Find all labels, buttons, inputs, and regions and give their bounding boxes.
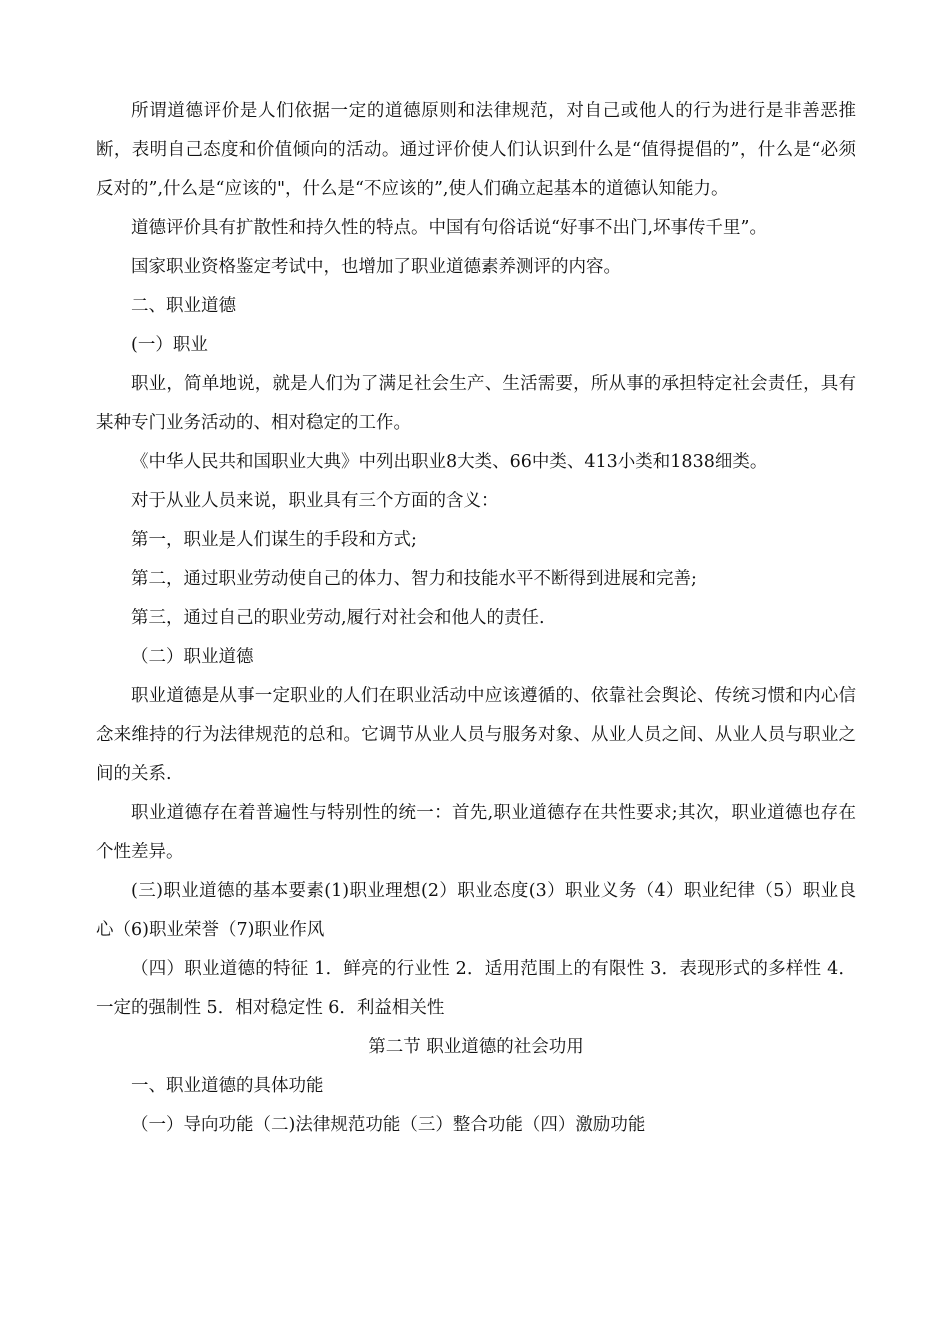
paragraph-qualification-exam: 国家职业资格鉴定考试中，也增加了职业道德素养测评的内容。: [131, 257, 621, 277]
list-item-second: 第二，通过职业劳动使自己的体力、智力和技能水平不断得到进展和完善;: [131, 569, 697, 589]
paragraph-characteristics: （四）职业道德的特征 1．鲜亮的行业性 2．适用范围上的有限性 3．表现形式的多样性 4．一定的强制性 5．相对稳定性 6．利益相关性: [96, 959, 856, 1018]
subheading-specific-functions: 一、职业道德的具体功能: [131, 1076, 324, 1096]
paragraph-moral-evaluation: 所谓道德评价是人们依据一定的道德原则和法律规范，对自己或他人的行为进行是非善恶推断，表明自己态度和价值倾向的活动。通过评价使人们认识到什么是“值得提倡的”，什么是“必须反对的”,什么是“应该的"，什么是“不应该的”,使人们确立起基本的道德认知能力。: [96, 101, 856, 199]
paragraph-functions-list: （一）导向功能（二)法律规范功能（三）整合功能（四）激励功能: [131, 1115, 646, 1135]
paragraph-evaluation-traits: 道德评价具有扩散性和持久性的特点。中国有句俗话说“好事不出门,坏事传千里”。: [131, 218, 767, 238]
list-item-third: 第三，通过自己的职业劳动,履行对社会和他人的责任.: [131, 608, 545, 628]
paragraph-occupation-definition: 职业，简单地说，就是人们为了满足社会生产、生活需要，所从事的承担特定社会责任，具有某种专门业务活动的、相对稳定的工作。: [96, 374, 856, 433]
paragraph-universality: 职业道德存在着普遍性与特别性的统一：首先,职业道德存在共性要求;其次，职业道德也存在个性差异。: [96, 803, 856, 862]
paragraph-three-meanings: 对于从业人员来说，职业具有三个方面的含义：: [131, 491, 499, 511]
document-page: [96, 92, 856, 1145]
section-title: 第二节 职业道德的社会功用: [368, 1037, 584, 1057]
paragraph-basic-elements: (三)职业道德的基本要素(1)职业理想(2）职业态度(3）职业义务（4）职业纪律（5）职业良心（6)职业荣誉（7)职业作风: [96, 881, 856, 940]
subheading-professional-ethics: （二）职业道德: [131, 647, 254, 667]
heading-professional-ethics: 二、职业道德: [131, 296, 236, 316]
list-item-first: 第一，职业是人们谋生的手段和方式;: [131, 530, 417, 550]
subheading-occupation: (一）职业: [131, 335, 208, 355]
paragraph-occupation-dictionary: 《中华人民共和国职业大典》中列出职业8大类、66中类、413小类和1838细类。: [131, 452, 768, 472]
paragraph-ethics-definition: 职业道德是从事一定职业的人们在职业活动中应该遵循的、依靠社会舆论、传统习惯和内心信念来维持的行为法律规范的总和。它调节从业人员与服务对象、从业人员之间、从业人员与职业之间的关系.: [96, 686, 856, 784]
